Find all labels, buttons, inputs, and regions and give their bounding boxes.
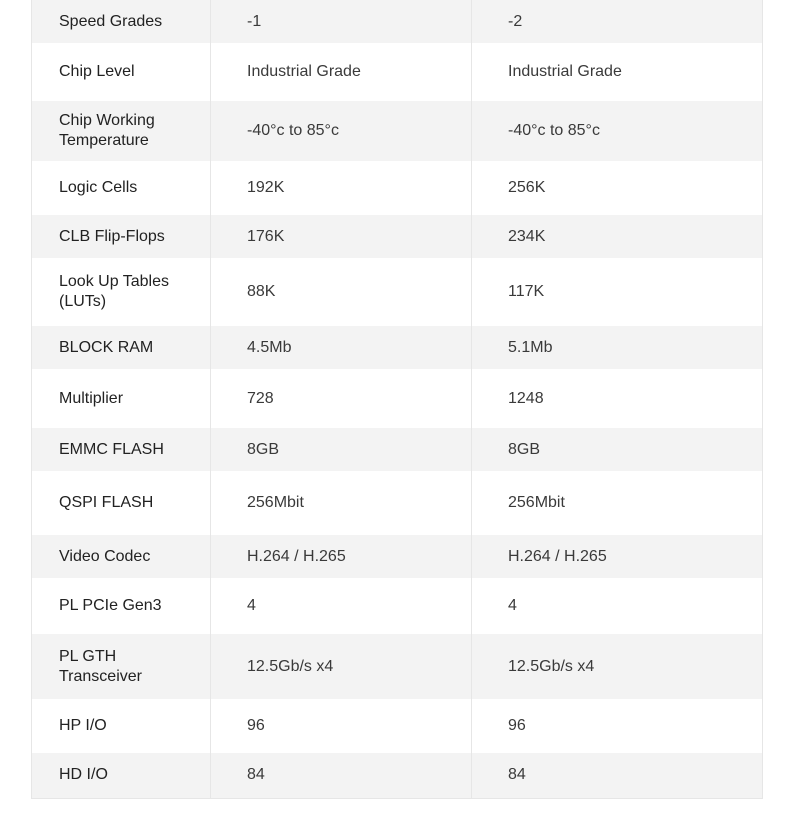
- spec-label: CLB Flip-Flops: [32, 215, 211, 258]
- spec-label: Video Codec: [32, 535, 211, 578]
- table-row: [32, 215, 763, 258]
- table-row: [32, 753, 763, 798]
- spec-value-grade-2: 4: [472, 578, 763, 634]
- table-row: [32, 369, 763, 428]
- spec-table: [31, 0, 763, 799]
- table-row: [32, 101, 763, 161]
- spec-value-grade-1: -1: [211, 0, 472, 43]
- spec-label: Multiplier: [32, 369, 211, 428]
- spec-value-grade-1: Industrial Grade: [211, 43, 472, 101]
- spec-label: HP I/O: [32, 699, 211, 753]
- spec-value-grade-1: 8GB: [211, 428, 472, 471]
- spec-value-grade-1: 176K: [211, 215, 472, 258]
- spec-value-grade-2: 12.5Gb/s x4: [472, 634, 763, 699]
- spec-label: QSPI FLASH: [32, 471, 211, 535]
- spec-value-grade-1: 88K: [211, 258, 472, 326]
- spec-value-grade-1: 728: [211, 369, 472, 428]
- spec-value-grade-2: -2: [472, 0, 763, 43]
- spec-label: BLOCK RAM: [32, 326, 211, 369]
- spec-label: Logic Cells: [32, 161, 211, 215]
- spec-value-grade-2: H.264 / H.265: [472, 535, 763, 578]
- spec-value-grade-1: 84: [211, 753, 472, 798]
- spec-label: Look Up Tables (LUTs): [32, 258, 211, 326]
- spec-value-grade-2: 234K: [472, 215, 763, 258]
- spec-value-grade-1: 12.5Gb/s x4: [211, 634, 472, 699]
- table-row: [32, 535, 763, 578]
- spec-value-grade-2: 117K: [472, 258, 763, 326]
- spec-label: Chip Level: [32, 43, 211, 101]
- table-row: [32, 699, 763, 753]
- spec-label: Chip Working Temperature: [32, 101, 211, 161]
- table-row: [32, 634, 763, 699]
- spec-value-grade-2: 256K: [472, 161, 763, 215]
- spec-label: PL GTH Transceiver: [32, 634, 211, 699]
- spec-value-grade-1: 96: [211, 699, 472, 753]
- table-row: [32, 471, 763, 535]
- table-row: [32, 161, 763, 215]
- spec-value-grade-2: 256Mbit: [472, 471, 763, 535]
- spec-value-grade-1: 192K: [211, 161, 472, 215]
- spec-value-grade-1: 256Mbit: [211, 471, 472, 535]
- spec-value-grade-2: 8GB: [472, 428, 763, 471]
- spec-value-grade-2: 96: [472, 699, 763, 753]
- table-row: [32, 0, 763, 43]
- spec-value-grade-2: -40°c to 85°c: [472, 101, 763, 161]
- spec-label: Speed Grades: [32, 0, 211, 43]
- spec-value-grade-1: 4.5Mb: [211, 326, 472, 369]
- spec-value-grade-2: 5.1Mb: [472, 326, 763, 369]
- table-row: [32, 578, 763, 634]
- spec-value-grade-2: Industrial Grade: [472, 43, 763, 101]
- spec-label: PL PCIe Gen3: [32, 578, 211, 634]
- spec-value-grade-1: H.264 / H.265: [211, 535, 472, 578]
- spec-value-grade-1: 4: [211, 578, 472, 634]
- spec-value-grade-2: 1248: [472, 369, 763, 428]
- spec-label: EMMC FLASH: [32, 428, 211, 471]
- table-row: [32, 428, 763, 471]
- table-row: [32, 43, 763, 101]
- spec-label: HD I/O: [32, 753, 211, 798]
- table-row: [32, 326, 763, 369]
- table-row: [32, 258, 763, 326]
- spec-value-grade-1: -40°c to 85°c: [211, 101, 472, 161]
- spec-value-grade-2: 84: [472, 753, 763, 798]
